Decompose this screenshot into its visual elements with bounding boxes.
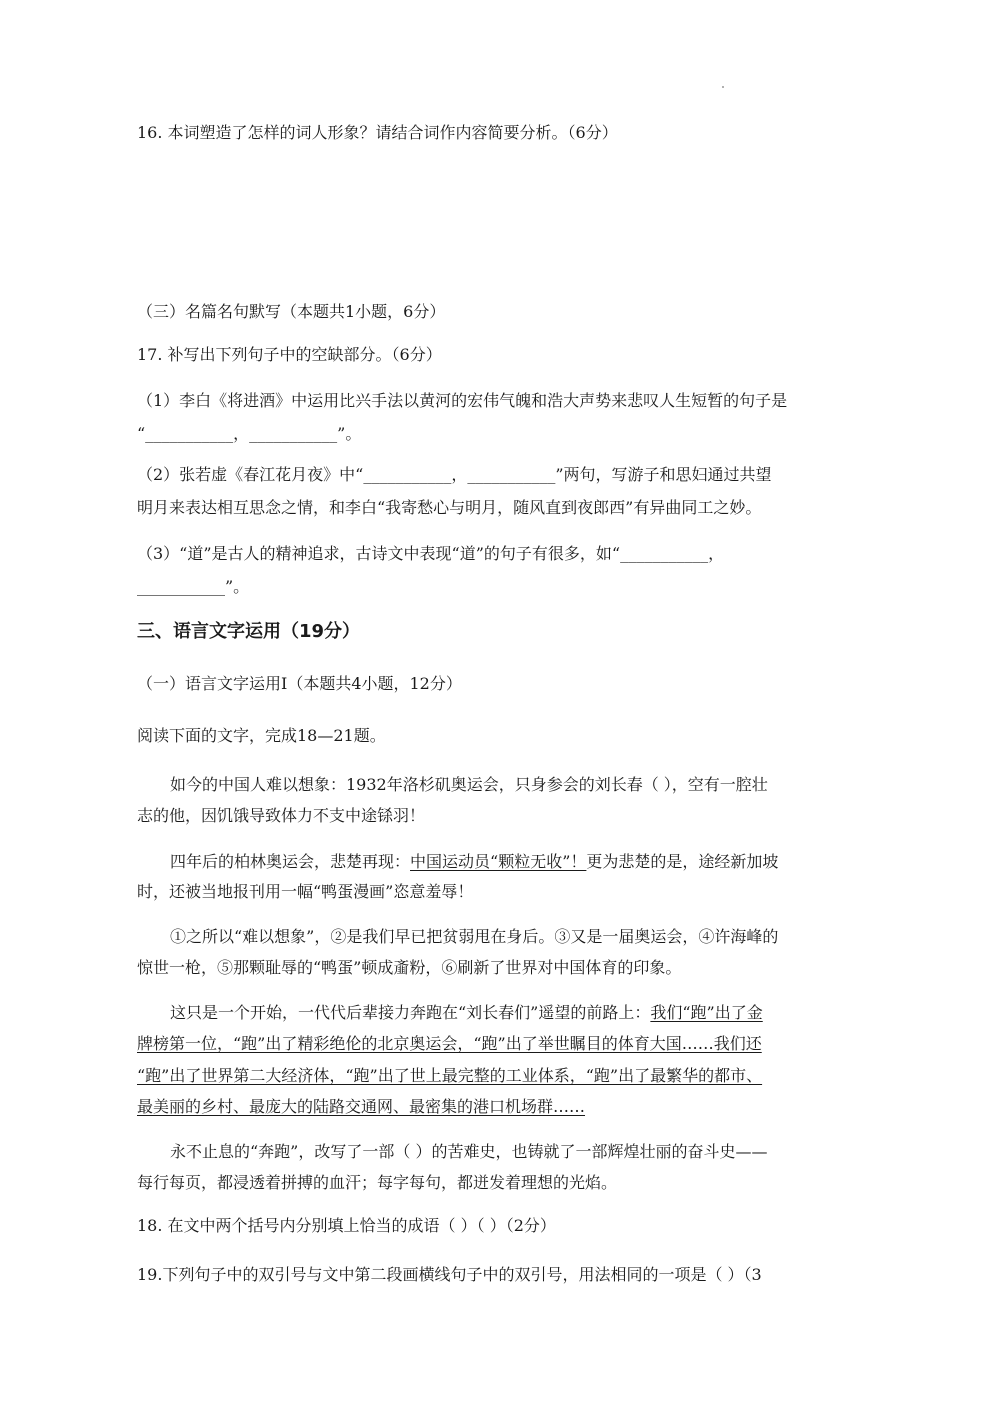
subsection-1-title: （一）语言文字运用Ⅰ（本题共4小题，12分）: [137, 674, 462, 693]
passage-p4-line-4: 最美丽的乡村、最庞大的陆路交通网、最密集的港口机场群……: [137, 1097, 586, 1116]
passage-p2-text-pre: 四年后的柏林奥运会，悲楚再现：: [170, 852, 411, 871]
passage-p2-underlined-sentence: 中国运动员“颗粒无收”！: [410, 852, 587, 871]
scan-dot: [722, 86, 724, 88]
passage-p5-line-1: 永不止息的“奔跑”，改写了一部（ ）的苦难史，也铸就了一部辉煌壮丽的奋斗史——: [170, 1142, 768, 1161]
passage-p1-line-1: 如今的中国人难以想象：1932年洛杉矶奥运会，只身参会的刘长春（ ），空有一腔壮: [170, 775, 768, 794]
passage-p1-line-2: 志的他，因饥饿导致体力不支中途铩羽！: [137, 806, 426, 825]
passage-p4-underlined-start: 我们“跑”出了金: [650, 1003, 763, 1022]
question-19: 19.下列句子中的双引号与文中第二段画横线句子中的双引号，用法相同的一项是（ ）（3: [137, 1265, 762, 1284]
passage-p4-line-3: “跑”出了世界第二大经济体，“跑”出了世上最完整的工业体系，“跑”出了最繁华的都市、: [137, 1066, 763, 1085]
reading-instruction: 阅读下面的文字，完成18—21题。: [137, 726, 386, 745]
question-17-1-line-2: “___________，___________”。: [137, 424, 362, 443]
section-3-title: （三）名篇名句默写（本题共1小题，6分）: [137, 302, 446, 321]
passage-p4-line-2: 牌榜第一位，“跑”出了精彩绝伦的北京奥运会，“跑”出了举世瞩目的体育大国……我们还: [137, 1034, 762, 1053]
question-17-2-line-1: （2）张若虚《春江花月夜》中“___________，___________”两句，写游子和思妇通过共望: [137, 465, 772, 484]
question-17-3-line-1: （3）“道”是古人的精神追求，古诗文中表现“道”的句子有很多，如“___________，: [137, 544, 725, 563]
passage-p4-text-pre: 这只是一个开始，一代代后辈接力奔跑在“刘长春们”遥望的前路上：: [170, 1003, 651, 1022]
question-17: 17. 补写出下列句子中的空缺部分。（6分）: [137, 345, 442, 364]
passage-p2-line-2: 时，还被当地报刊用一幅“鸭蛋漫画”恣意羞辱！: [137, 882, 474, 901]
question-17-1-line-1: （1）李白《将进酒》中运用比兴手法以黄河的宏伟气魄和浩大声势来悲叹人生短暂的句子是: [137, 391, 788, 410]
question-17-3-line-2: ___________”。: [137, 577, 250, 596]
passage-p2-line-1: [170, 852, 778, 872]
passage-p3-line-1: ①之所以“难以想象”，②是我们早已把贫弱甩在身后。③又是一届奥运会，④许海峰的: [170, 927, 779, 946]
passage-p2-text-post: 更为悲楚的是，途经新加坡: [586, 852, 779, 871]
passage-p3-line-2: 惊世一枪，⑤那颗耻辱的“鸭蛋”顿成齑粉，⑥刷新了世界对中国体育的印象。: [137, 958, 682, 977]
question-17-2-line-2: 明月来表达相互思念之情，和李白“我寄愁心与明月，随风直到夜郎西”有异曲同工之妙。: [137, 498, 762, 517]
part-3-heading: 三、语言文字运用（19分）: [137, 621, 361, 642]
passage-p4-line-1: [170, 1003, 763, 1023]
question-18: 18. 在文中两个括号内分别填上恰当的成语（ ）（ ）（2分）: [137, 1216, 556, 1235]
question-16: 16. 本词塑造了怎样的词人形象？请结合词作内容简要分析。（6分）: [137, 123, 618, 142]
passage-p5-line-2: 每行每页，都浸透着拼搏的血汗；每字每句，都迸发着理想的光焰。: [137, 1173, 618, 1192]
